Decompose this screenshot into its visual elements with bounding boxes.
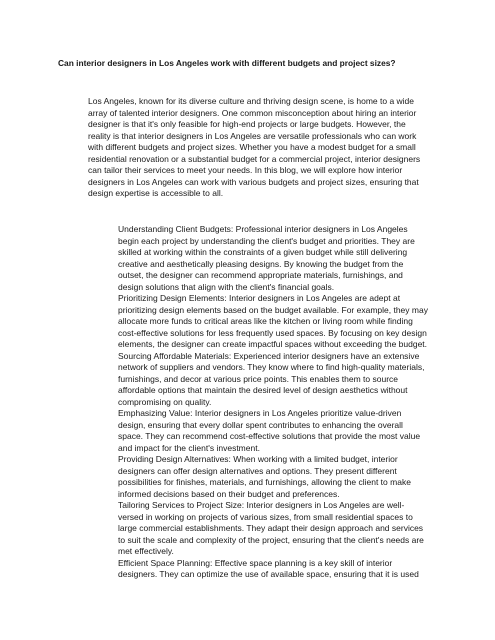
point-item: Understanding Client Budgets: Professional interior designers in Los Angeles begin each project by understanding the client's budget and priorities. They are skilled at working within the constraints of a given budget while still delivering creative and aesthetically pleasing designs. By knowing the budget from the outset, the designer can recommend appropriate materials, furnishings, and design solutions that align with the client's financial goals. xyxy=(118,224,415,292)
point-item: Prioritizing Design Elements: Interior designers in Los Angeles are adept at prioritizing design elements based on the budget available. For example, they may allocate more funds to critical areas like the kitchen or living room while finding cost-effective solutions for less frequently used spaces. By focusing on key design elements, the designer can create impactful spaces without exceeding the budget. xyxy=(118,293,428,349)
points-list xyxy=(118,224,428,581)
point-item: Emphasizing Value: Interior designers in Los Angeles prioritize value-driven design, ensuring that every dollar spent contributes to enhancing the overall space. They can recommend cost-effective solutions that provide the most value and impact for the client's investment. xyxy=(118,408,421,453)
point-item: Tailoring Services to Project Size: Interior designers in Los Angeles are well-versed in working on projects of various sizes, from small residential spaces to large commercial establishments. They adapt their design approach and services to suit the scale and complexity of the project, ensuring that the client's needs are met effectively. xyxy=(118,500,424,556)
point-item: Sourcing Affordable Materials: Experienced interior designers have an extensive network of suppliers and vendors. They know where to find high-quality materials, furnishings, and decor at various price points. This enables them to source affordable options that maintain the desired level of design aesthetics without compromising on quality. xyxy=(118,350,425,407)
document-title: Can interior designers in Los Angeles work with different budgets and project sizes? xyxy=(58,58,396,68)
point-item: Providing Design Alternatives: When working with a limited budget, interior designers can offer design alternatives and options. They present different possibilities for finishes, materials, and furnishings, allowing the client to make informed decisions based on their budget and preferences. xyxy=(118,454,411,499)
point-item: Efficient Space Planning: Effective space planning is a key skill of interior designers. They can optimize the use of available space, ensuring that it is used xyxy=(118,557,419,579)
intro-paragraph: Los Angeles, known for its diverse culture and thriving design scene, is home to a wide array of talented interior designers. One common misconception about hiring an interior designer is that it's only feasible for high-end projects or large budgets. However, the reality is that interior designers in Los Angeles are versatile professionals who can work with different budgets and project sizes. Whether you have a modest budget for a small residential renovation or a substantial budget for a commercial project, interior designers can tailor their services to meet your needs. In this blog, we will explore how interior designers in Los Angeles can work with various budgets and project sizes, ensuring that design expertise is accessible to all. xyxy=(88,96,421,198)
